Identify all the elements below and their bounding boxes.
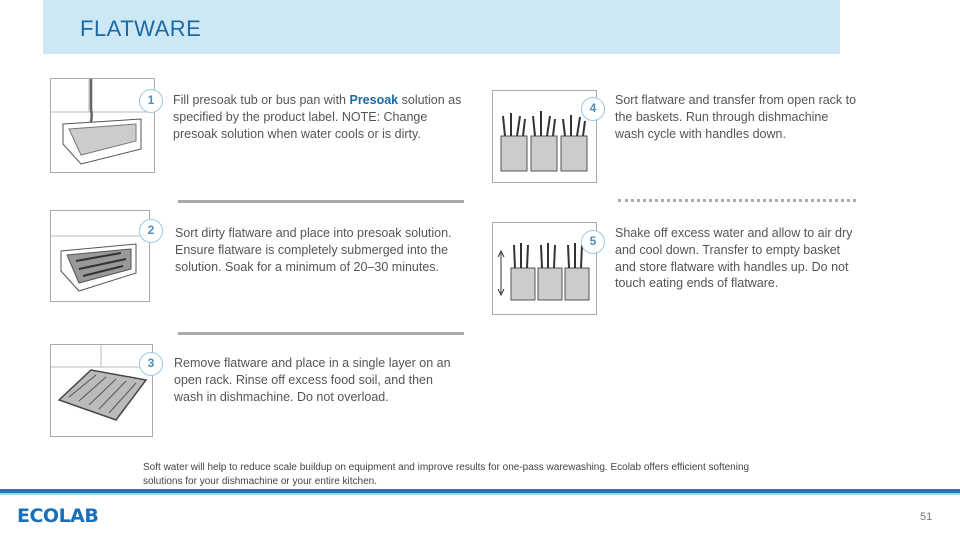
soft-water-note: Soft water will help to reduce scale buildup on equipment and improve results for one-pass warewashing. Ecolab offers efficient softening solutions for your dishmachine or your entire kitchen. — [143, 462, 750, 487]
page-number: 51 — [920, 511, 933, 523]
presoak-tub-illustration — [50, 78, 155, 173]
divider — [178, 200, 464, 203]
step-3-text: Remove flatware and place in a single layer on an open rack. Rinse off excess food soil, and then wash in dishmachine. Do not overload. — [174, 356, 451, 404]
soaking-flatware-illustration — [50, 210, 150, 302]
page-title: FLATWARE — [80, 16, 202, 41]
step-5-text: Shake off excess water and allow to air dry and cool down. Transfer to empty basket and store flatware with handles up. Do not touch eating ends of flatware. — [615, 226, 853, 291]
step-1-text-b: solution as specified by the product label. NOTE: Change presoak solution when water cools or is dirty. — [173, 93, 462, 141]
open-rack-illustration — [50, 344, 153, 437]
step-1-number: 1 — [139, 89, 163, 113]
footer-rule-light — [0, 493, 960, 495]
divider — [178, 332, 464, 335]
step-4-number: 4 — [581, 97, 605, 121]
step-1-text-a: Fill presoak tub or bus pan with — [173, 93, 350, 107]
ecolab-logo: ECOLAB — [17, 505, 99, 527]
step-4-text: Sort flatware and transfer from open rack to the baskets. Run through dishmachine wash cycle with handles down. — [615, 93, 857, 141]
step-2-text: Sort dirty flatware and place into presoak solution. Ensure flatware is completely submerged into the solution. Soak for a minimum of 20–30 minutes. — [175, 226, 452, 274]
step-2-number: 2 — [139, 219, 163, 243]
dotted-divider — [618, 199, 856, 202]
step-1-text — [173, 92, 463, 142]
step-3-number: 3 — [139, 352, 163, 376]
step-5-number: 5 — [581, 230, 605, 254]
header-band — [43, 0, 840, 54]
presoak-product-name: Presoak — [349, 93, 399, 107]
